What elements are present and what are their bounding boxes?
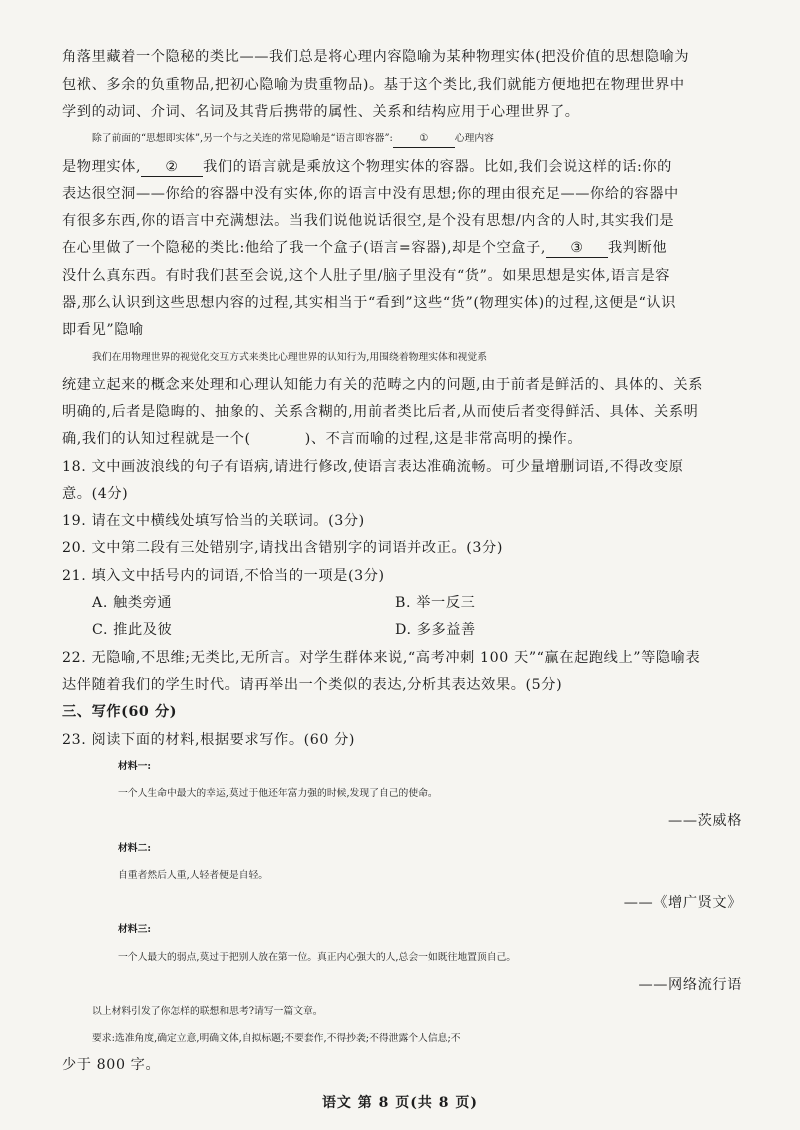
passage-p2-line-1 bbox=[92, 129, 782, 149]
writing-requirements-line-1: 要求:选准角度,确定立意,明确文体,自拟标题;不要套作,不得抄袭;不得泄露个人信息;不 bbox=[92, 1033, 461, 1044]
paren-blank bbox=[251, 429, 305, 449]
passage-p1-line-2: 包袱、多余的负重物品,把初心隐喻为贵重物品)。基于这个类比,我们就能方便地把在物理世界中 bbox=[62, 77, 685, 93]
p3-text: )、不言而喻的过程,这是非常高明的操作。 bbox=[304, 431, 583, 447]
passage-p2-line-5 bbox=[62, 238, 752, 258]
option-c: C. 推此及彼 bbox=[92, 622, 173, 638]
material-1-label: 材料一: bbox=[118, 761, 152, 772]
section-writing-title: 三、写作(60 分) bbox=[62, 704, 178, 720]
p2-text: 心理内容 bbox=[454, 133, 494, 144]
writing-requirements-line-2: 少于 800 字。 bbox=[62, 1057, 161, 1073]
passage-p2-line-8: 即看见”隐喻 bbox=[62, 322, 144, 338]
passage-p3-line-4 bbox=[62, 429, 752, 449]
writing-prompt: 以上材料引发了你怎样的联想和思考?请写一篇文章。 bbox=[92, 1006, 323, 1017]
p2-text: 我判断他 bbox=[607, 240, 668, 256]
material-1-text: 一个人生命中最大的幸运,莫过于他还年富力强的时候,发现了自己的使命。 bbox=[118, 788, 438, 799]
option-b: B. 举一反三 bbox=[395, 595, 476, 611]
p3-text: 确,我们的认知过程就是一个( bbox=[62, 431, 251, 447]
question-21-stem: 21. 填入文中括号内的词语,不恰当的一项是(3分) bbox=[62, 568, 385, 584]
passage-p2-line-6: 没什么真东西。有时我们甚至会说,这个人肚子里/脑子里没有“货”。如果思想是实体,语言是容 bbox=[62, 268, 671, 284]
p2-text: 在心里做了一个隐秘的类比:他给了我一个盒子(语言=容器),却是个空盒子, bbox=[62, 240, 546, 256]
passage-p2-line-4: 有很多东西,你的语言中充满想法。当我们说他说话很空,是个没有思想/内含的人时,其实我们是 bbox=[62, 213, 675, 229]
question-22-line-2: 达伴随着我们的学生时代。请再举出一个类似的表达,分析其表达效果。(5分) bbox=[62, 677, 563, 693]
material-3-label: 材料三: bbox=[118, 924, 152, 935]
question-23: 23. 阅读下面的材料,根据要求写作。(60 分) bbox=[62, 732, 356, 748]
passage-p1-line-1: 角落里藏着一个隐秘的类比——我们总是将心理内容隐喻为某种物理实体(把没价值的思想隐喻为 bbox=[62, 49, 690, 65]
question-18-line-1: 18. 文中画波浪线的句子有语病,请进行修改,使语言表达准确流畅。可少量增删词语,不得改变原 bbox=[62, 459, 684, 475]
p2-text: 除了前面的“思想即实体”,另一个与之关连的常见隐喻是“语言即容器”: bbox=[92, 133, 393, 144]
material-2-text: 自重者然后人重,人轻者便是自轻。 bbox=[118, 870, 269, 881]
blank-1: ① bbox=[393, 130, 455, 148]
blank-2: ② bbox=[141, 159, 203, 177]
passage-p3-line-3: 明确的,后者是隐晦的、抽象的、关系含糊的,用前者类比后者,从而使后者变得鲜活、具体、关系明 bbox=[62, 404, 699, 420]
question-18-line-2: 意。(4分) bbox=[62, 486, 129, 502]
passage-p3-line-2: 统建立起来的概念来处理和心理认知能力有关的范畴之内的问题,由于前者是鲜活的、具体的、关系 bbox=[62, 377, 703, 393]
question-22-line-1: 22. 无隐喻,不思维;无类比,无所言。对学生群体来说,“高考冲刺 100 天”“赢在起跑线上”等隐喻表 bbox=[62, 650, 701, 666]
passage-p2-line-2 bbox=[62, 157, 752, 177]
blank-3: ③ bbox=[546, 240, 608, 258]
passage-p2-line-7: 器,那么认识到这些思想内容的过程,其实相当于“看到”这些“货”(物理实体)的过程,这便是“认识 bbox=[62, 295, 677, 311]
p2-text: 我们的语言就是乘放这个物理实体的容器。比如,我们会说这样的话:你的 bbox=[203, 159, 672, 175]
material-1-source: ——茨威格 bbox=[668, 813, 742, 829]
material-3-source: ——网络流行语 bbox=[638, 977, 742, 993]
material-3-text: 一个人最大的弱点,莫过于把别人放在第一位。真正内心强大的人,总会一如既往地置顶自己。 bbox=[118, 952, 517, 963]
material-2-label: 材料二: bbox=[118, 843, 152, 854]
passage-p3-line-1: 我们在用物理世界的视觉化交互方式来类比心理世界的认知行为,用围绕着物理实体和视觉系 bbox=[92, 352, 487, 363]
passage-p1-line-3: 学到的动词、介词、名词及其背后携带的属性、关系和结构应用于心理世界了。 bbox=[62, 104, 580, 120]
option-d: D. 多多益善 bbox=[395, 622, 476, 638]
option-a: A. 触类旁通 bbox=[92, 595, 173, 611]
material-2-source: ——《增广贤文》 bbox=[623, 895, 742, 911]
question-20: 20. 文中第二段有三处错别字,请找出含错别字的词语并改正。(3分) bbox=[62, 540, 503, 556]
passage-p2-line-3: 表达很空洞——你给的容器中没有实体,你的语言中没有思想;你的理由很充足——你给的容器中 bbox=[62, 186, 679, 202]
page-footer: 语文 第 8 页(共 8 页) bbox=[321, 1095, 479, 1111]
question-19: 19. 请在文中横线处填写恰当的关联词。(3分) bbox=[62, 513, 365, 529]
p2-text: 是物理实体, bbox=[62, 159, 142, 175]
